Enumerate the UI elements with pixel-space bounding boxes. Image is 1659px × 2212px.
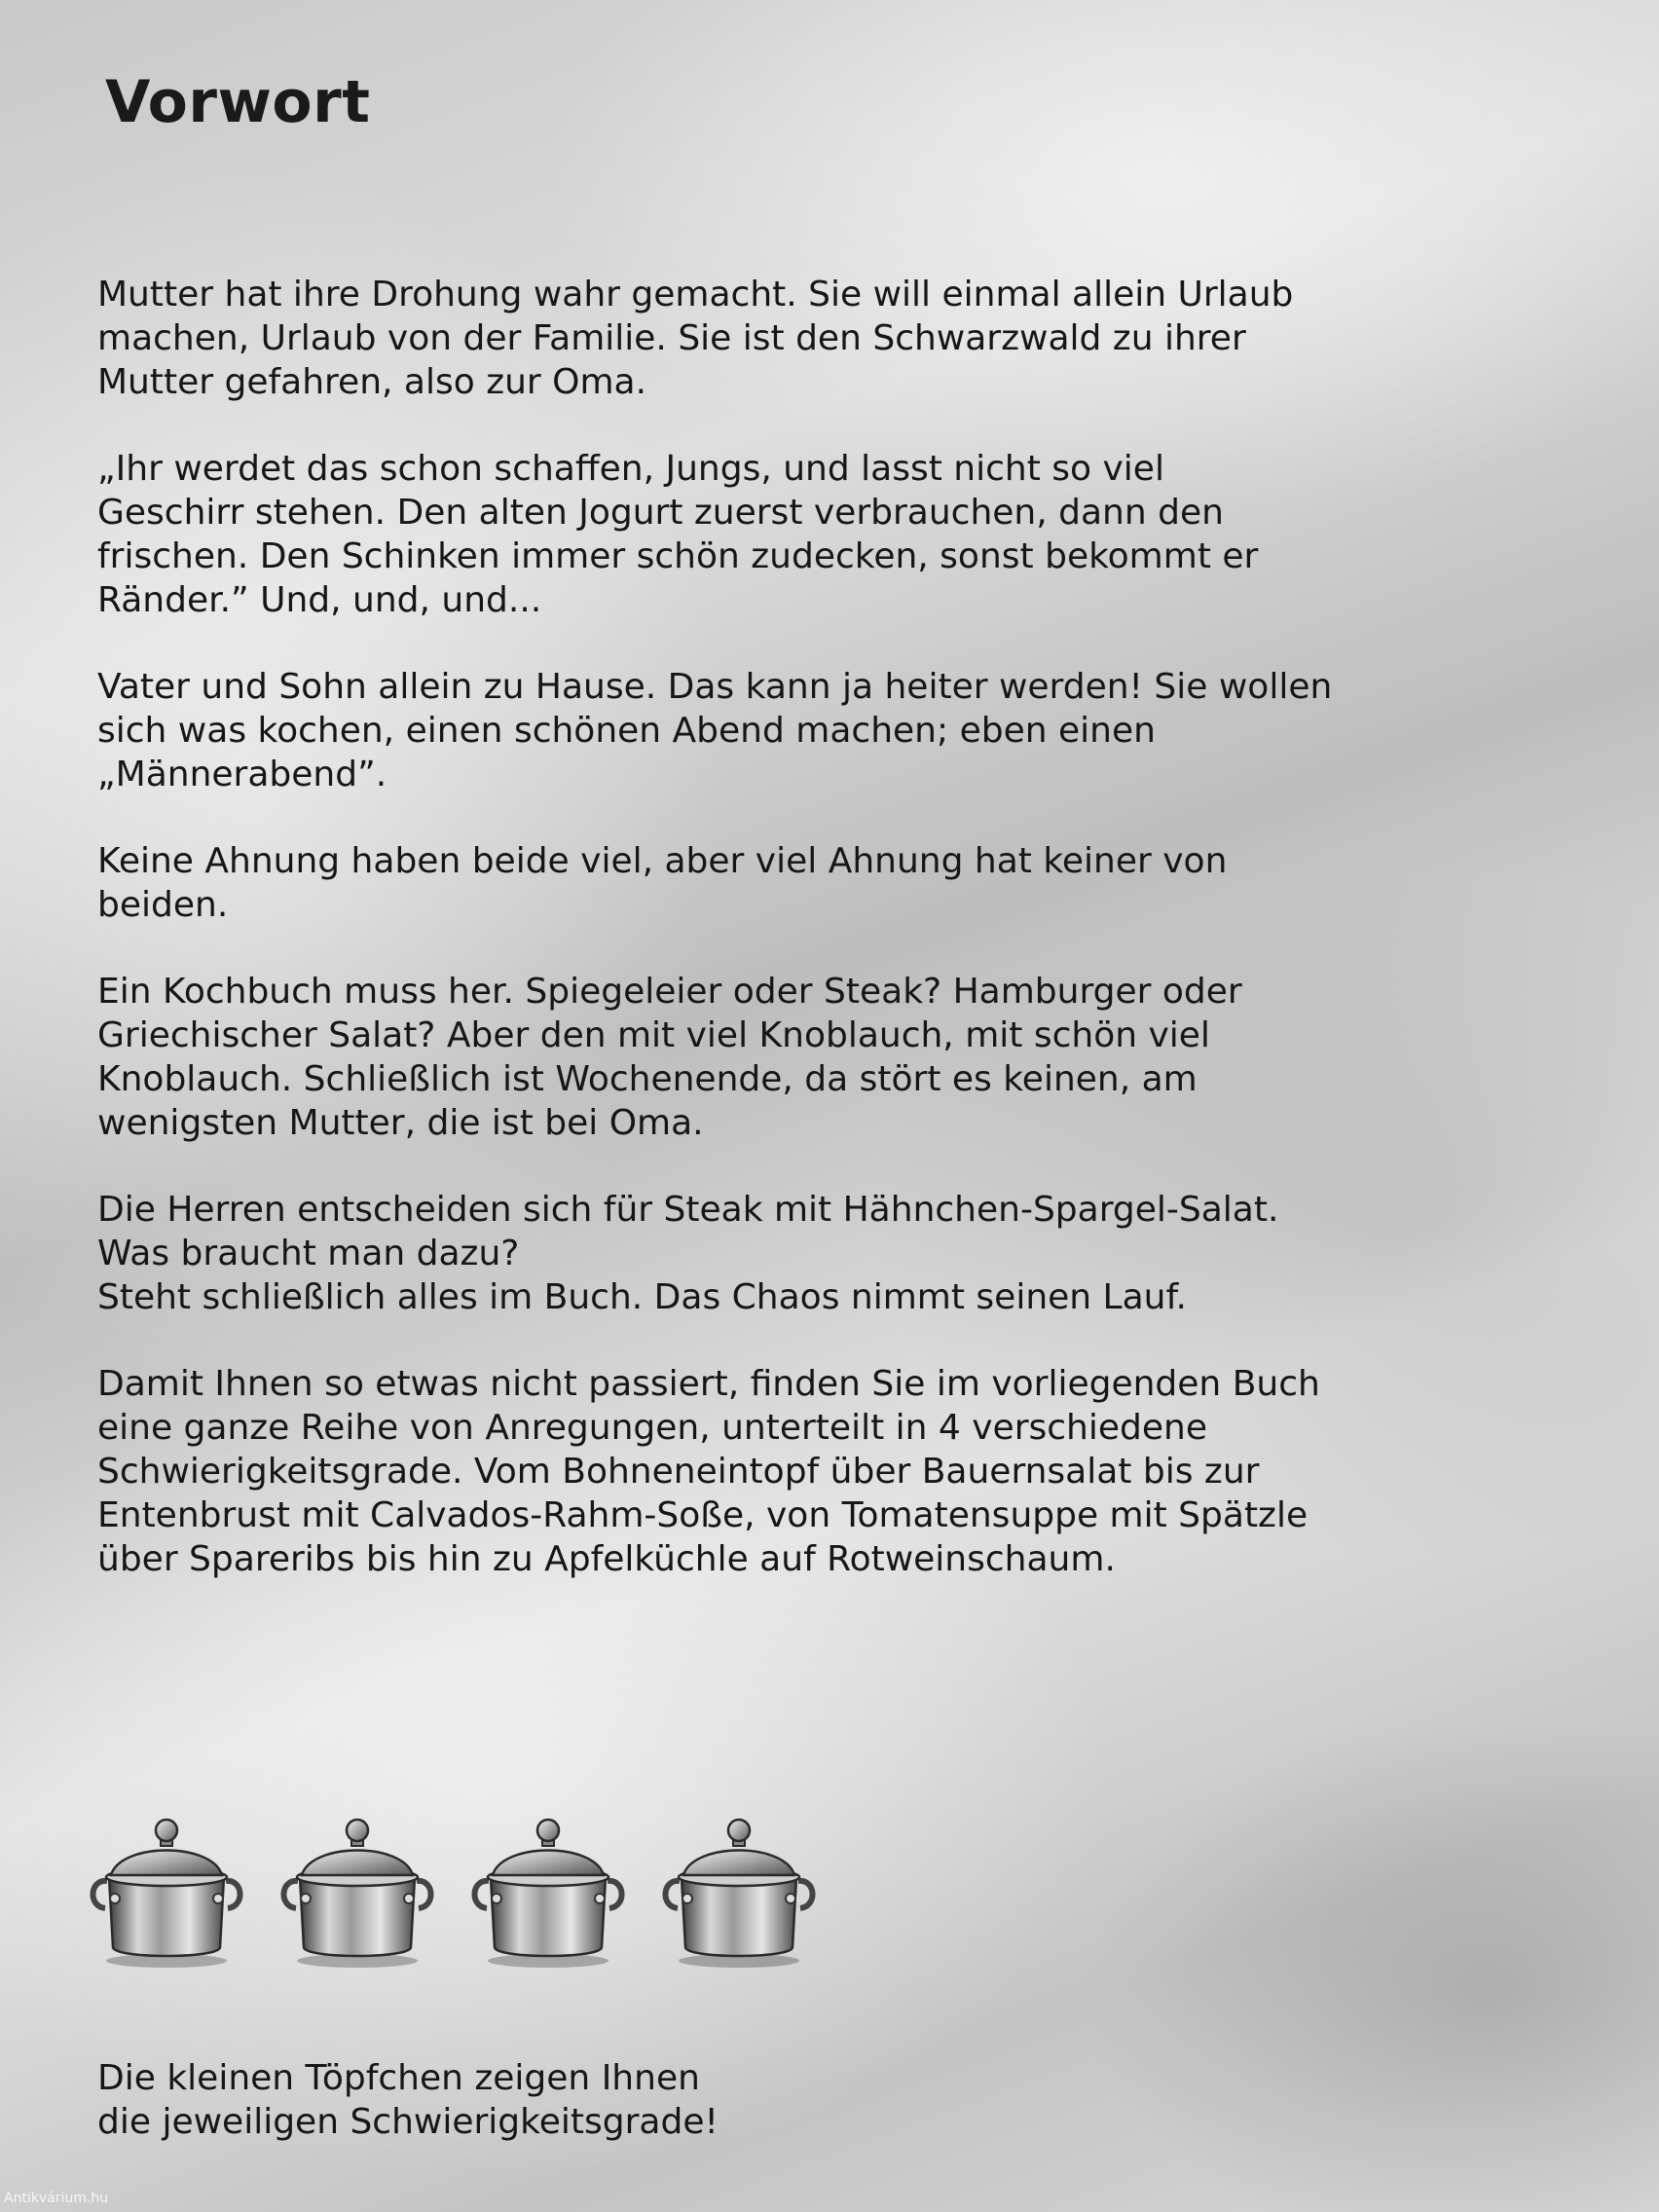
pots-caption: Die kleinen Töpfchen zeigen Ihnen die jeweiligen Schwierigkeitsgrade! xyxy=(97,2058,719,2142)
page-title: Vorwort xyxy=(105,68,371,136)
paragraph: Keine Ahnung haben beide viel, aber viel Ahnung hat keiner von beiden. xyxy=(97,841,1228,925)
cooking-pot-icon xyxy=(467,1813,629,1969)
cooking-pot-icon xyxy=(276,1813,438,1969)
difficulty-pots xyxy=(86,1813,820,1969)
foreword-body xyxy=(97,273,1577,1624)
paragraph: Ein Kochbuch muss her. Spiegeleier oder Steak? Hamburger oder Griechischer Salat? Aber den mit viel Knoblauch, mit schön viel Knoblauch. Schließlich ist Wochenende, da stört es keinen, am wenigsten Mutter, die ist bei Oma. xyxy=(97,972,1242,1143)
paragraph: Damit Ihnen so etwas nicht passiert, finden Sie im vorliegenden Buch eine ganze Reihe von Anregungen, unterteilt in 4 verschiedene Schwierigkeitsgrade. Vom Bohneneintopf über Bauernsalat bis zur Entenbrust mit Calvados-Rahm-Soße, von Tomatensuppe mit Spätzle über Spareribs bis hin zu Apfelküchle auf Rotweinschaum. xyxy=(97,1364,1320,1579)
watermark: Antikvárium.hu xyxy=(4,2191,109,2206)
paragraph: Mutter hat ihre Drohung wahr gemacht. Sie will einmal allein Urlaub machen, Urlaub von der Familie. Sie ist den Schwarzwald zu ihrer Mutter gefahren, also zur Oma. xyxy=(97,275,1294,402)
paragraph: Vater und Sohn allein zu Hause. Das kann ja heiter werden! Sie wollen sich was kochen, einen schönen Abend machen; eben einen „Männerabend”. xyxy=(97,667,1333,794)
cooking-pot-icon xyxy=(658,1813,820,1969)
paragraph: Die Herren entscheiden sich für Steak mit Hähnchen-Spargel-Salat. Was braucht man dazu? Steht schließlich alles im Buch. Das Chaos nimmt seinen Lauf. xyxy=(97,1190,1279,1317)
cooking-pot-icon xyxy=(86,1813,247,1969)
paragraph: „Ihr werdet das schon schaffen, Jungs, und lasst nicht so viel Geschirr stehen. Den alten Jogurt zuerst verbrauchen, dann den frischen. Den Schinken immer schön zudecken, sonst bekommt er Ränder.” Und, und, und... xyxy=(97,449,1259,620)
